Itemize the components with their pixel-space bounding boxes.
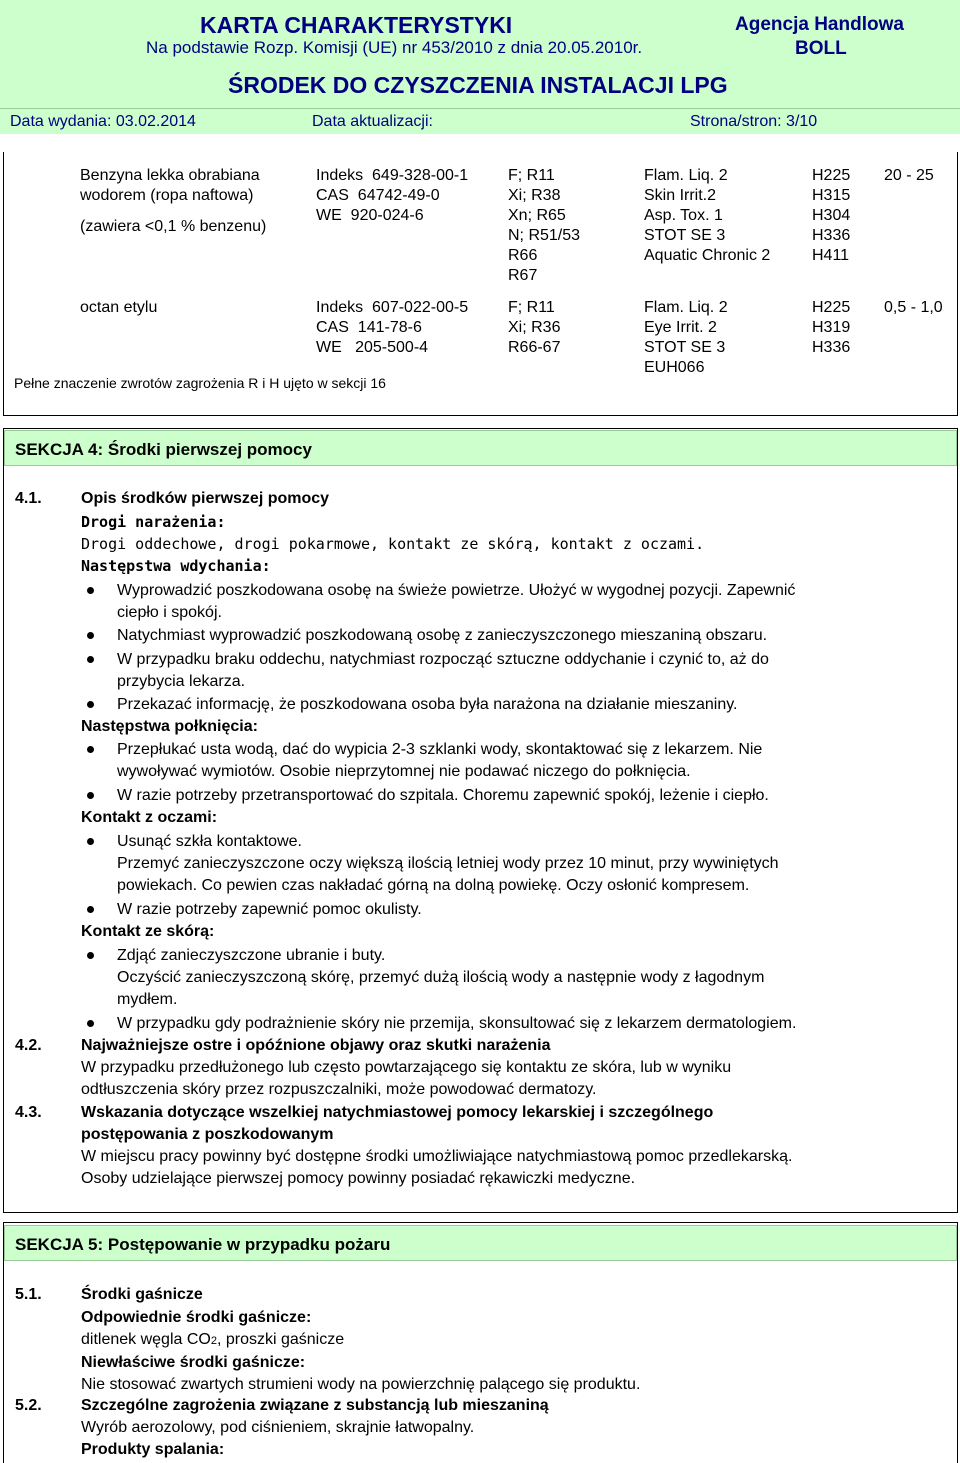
- r-phrase: R66: [508, 247, 538, 264]
- list-item: Usunąć szkła kontaktowe.: [117, 833, 302, 850]
- list-item: Przepłukać usta wodą, dać do wypicia 2-3 szklanki wody, skontaktować się z lekarzem. Nie: [117, 741, 763, 758]
- product-name: ŚRODEK DO CZYSZCZENIA INSTALACJI LPG: [228, 72, 728, 98]
- h-phrase: H304: [812, 207, 851, 224]
- bullet-icon: [87, 838, 94, 845]
- bullet-icon: [87, 587, 94, 594]
- list-item: Natychmiast wyprowadzić poszkodowaną osobę z zanieczyszczonego mieszaniną obszaru.: [117, 627, 768, 644]
- table-footnote: Pełne znaczenie zwrotów zagrożenia R i H ujęto w sekcji 16: [14, 375, 386, 391]
- document-title: KARTA CHARAKTERYSTYKI: [200, 12, 513, 38]
- h-phrase: H319: [812, 319, 851, 336]
- paragraph-line: Przemyć zanieczyszczone oczy większą ilością letniej wody przez 10 minut, przy wywiniętych: [117, 855, 779, 872]
- section-4-heading: [4, 430, 957, 466]
- component-index: Indeks 607-022-00-5: [316, 299, 469, 316]
- subsection-title: Opis środków pierwszej pomocy: [81, 490, 330, 507]
- h-phrase: H336: [812, 339, 851, 356]
- component-index: Indeks 649-328-00-1: [316, 167, 469, 184]
- list-item-cont: przybycia lekarza.: [117, 673, 246, 690]
- hazard-class: EUH066: [644, 359, 705, 376]
- component-we: WE 205-500-4: [316, 339, 429, 356]
- h-phrase: H336: [812, 227, 851, 244]
- r-phrase: Xi; R38: [508, 187, 561, 204]
- subsection-title: Wskazania dotyczące wszelkiej natychmiastowej pomocy lekarskiej i szczególnego: [81, 1104, 714, 1121]
- suitable-media-text: ditlenek węgla CO2, proszki gaśnicze: [81, 1331, 345, 1348]
- hazard-class: Asp. Tox. 1: [644, 207, 723, 224]
- concentration: 20 - 25: [884, 167, 934, 184]
- bullet-icon: [87, 701, 94, 708]
- r-phrase: Xi; R36: [508, 319, 561, 336]
- paragraph-line: mydłem.: [117, 991, 178, 1008]
- h-phrase: H315: [812, 187, 851, 204]
- bullet-icon: [87, 1020, 94, 1027]
- subheading-routes: Drogi narażenia:: [81, 513, 226, 531]
- paragraph-line: Osoby udzielające pierwszej pomocy powinny posiadać rękawiczki medyczne.: [81, 1170, 636, 1187]
- subheading-suitable-media: Odpowiednie środki gaśnicze:: [81, 1309, 312, 1326]
- r-phrase: R67: [508, 267, 538, 284]
- subsection-title: Szczególne zagrożenia związane z substancją lub mieszaniną: [81, 1397, 549, 1414]
- issue-date: Data wydania: 03.02.2014: [10, 113, 196, 130]
- subheading-ingestion: Następstwa połknięcia:: [81, 718, 258, 735]
- hazard-class: Flam. Liq. 2: [644, 299, 728, 316]
- list-item: Wyprowadzić poszkodowana osobę na świeże powietrze. Ułożyć w wygodnej pozycji. Zapewnić: [117, 582, 796, 599]
- subsection-number: 4.3.: [15, 1104, 42, 1121]
- paragraph-line: odtłuszczenia skóry przez rozpuszczalniki, może powodować dermatozy.: [81, 1081, 597, 1098]
- subheading-skin-contact: Kontakt ze skórą:: [81, 923, 215, 940]
- hazard-class: Aquatic Chronic 2: [644, 247, 771, 264]
- subsection-number: 5.2.: [15, 1397, 42, 1414]
- component-name: Benzyna lekka obrabiana: [80, 167, 260, 184]
- list-item-cont: ciepło i spokój.: [117, 604, 222, 621]
- paragraph-line: powiekach. Co pewien czas nakładać górną na dolną powiekę. Oczy osłonić kompresem.: [117, 877, 750, 894]
- bullet-icon: [87, 746, 94, 753]
- r-phrase: F; R11: [508, 167, 555, 184]
- h-phrase: H225: [812, 167, 851, 184]
- component-cas: CAS 64742-49-0: [316, 187, 440, 204]
- bullet-icon: [87, 952, 94, 959]
- h-phrase: H411: [812, 247, 850, 264]
- subsection-number: 4.1.: [15, 490, 42, 507]
- list-item: W razie potrzeby przetransportować do szpitala. Choremu zapewnić spokój, leżenie i ciepło.: [117, 787, 769, 804]
- hazard-class: Skin Irrit.2: [644, 187, 717, 204]
- section-5-heading: [4, 1225, 957, 1261]
- unsuitable-media-text: Nie stosować zwartych strumieni wody na powierzchnię palącego się produktu.: [81, 1376, 641, 1393]
- agency-brand: BOLL: [795, 38, 847, 59]
- hazard-class: Eye Irrit. 2: [644, 319, 717, 336]
- r-phrase: N; R51/53: [508, 227, 581, 244]
- list-item: W razie potrzeby zapewnić pomoc okulisty.: [117, 901, 422, 918]
- paragraph-line: W miejscu pracy powinny być dostępne środki umożliwiające natychmiastową pomoc przedlekarską.: [81, 1148, 793, 1165]
- bullet-icon: [87, 906, 94, 913]
- list-item: W przypadku braku oddechu, natychmiast rozpocząć sztuczne oddychanie i czynić to, aż do: [117, 651, 769, 668]
- hazard-class: Flam. Liq. 2: [644, 167, 728, 184]
- paragraph-line: Oczyścić zanieczyszczoną skórę, przemyć dużą ilością wody a następnie wody z łagodnym: [117, 969, 765, 986]
- subsection-title-cont: postępowania z poszkodowanym: [81, 1126, 334, 1143]
- subsection-title: Najważniejsze ostre i opóźnione objawy oraz skutki narażenia: [81, 1037, 551, 1054]
- page-counter: Strona/stron: 3/10: [690, 113, 818, 130]
- hazard-class: STOT SE 3: [644, 339, 726, 356]
- bullet-icon: [87, 632, 94, 639]
- routes-text: Drogi oddechowe, drogi pokarmowe, kontakt ze skórą, kontakt z oczami.: [81, 535, 705, 553]
- bullet-icon: [87, 792, 94, 799]
- subheading-unsuitable-media: Niewłaściwe środki gaśnicze:: [81, 1354, 306, 1371]
- h-phrase: H225: [812, 299, 851, 316]
- hazard-class: STOT SE 3: [644, 227, 726, 244]
- concentration: 0,5 - 1,0: [884, 299, 943, 316]
- list-item: W przypadku gdy podrażnienie skóry nie przemija, skonsultować się z lekarzem dermatologiem.: [117, 1015, 797, 1032]
- subheading-combustion-products: Produkty spalania:: [81, 1441, 225, 1458]
- r-phrase: F; R11: [508, 299, 555, 316]
- update-date: Data aktualizacji:: [312, 113, 433, 130]
- bullet-icon: [87, 656, 94, 663]
- component-name: wodorem (ropa naftowa): [80, 187, 254, 204]
- subsection-number: 5.1.: [15, 1286, 42, 1303]
- list-item-cont: wywoływać wymiotów. Osobie nieprzytomnej nie podawać niczego do połknięcia.: [117, 763, 691, 780]
- subheading-inhalation: Następstwa wdychania:: [81, 557, 271, 575]
- component-note: (zawiera <0,1 % benzenu): [80, 218, 267, 235]
- agency-name: Agencja Handlowa: [735, 14, 904, 35]
- component-name: octan etylu: [80, 299, 158, 316]
- document-header: [0, 0, 960, 134]
- section-5-title: SEKCJA 5: Postępowanie w przypadku pożaru: [15, 1235, 391, 1254]
- subsection-title: Środki gaśnicze: [81, 1286, 203, 1303]
- paragraph-line: W przypadku przedłużonego lub często powtarzającego się kontaktu ze skóra, lub w wyniku: [81, 1059, 732, 1076]
- paragraph-line: Wyrób aerozolowy, pod ciśnieniem, skrajnie łatwopalny.: [81, 1419, 475, 1436]
- section-4-title: SEKCJA 4: Środki pierwszej pomocy: [15, 440, 312, 459]
- subheading-eye-contact: Kontakt z oczami:: [81, 809, 218, 826]
- header-info-bar: [0, 108, 960, 134]
- list-item: Przekazać informację, że poszkodowana osoba była narażona na działanie mieszaniny.: [117, 696, 738, 713]
- subsection-number: 4.2.: [15, 1037, 42, 1054]
- component-we: WE 920-024-6: [316, 207, 424, 224]
- regulation-reference: Na podstawie Rozp. Komisji (UE) nr 453/2010 z dnia 20.05.2010r.: [146, 38, 643, 57]
- r-phrase: R66-67: [508, 339, 561, 356]
- r-phrase: Xn; R65: [508, 207, 566, 224]
- component-cas: CAS 141-78-6: [316, 319, 422, 336]
- list-item: Zdjąć zanieczyszczone ubranie i buty.: [117, 947, 386, 964]
